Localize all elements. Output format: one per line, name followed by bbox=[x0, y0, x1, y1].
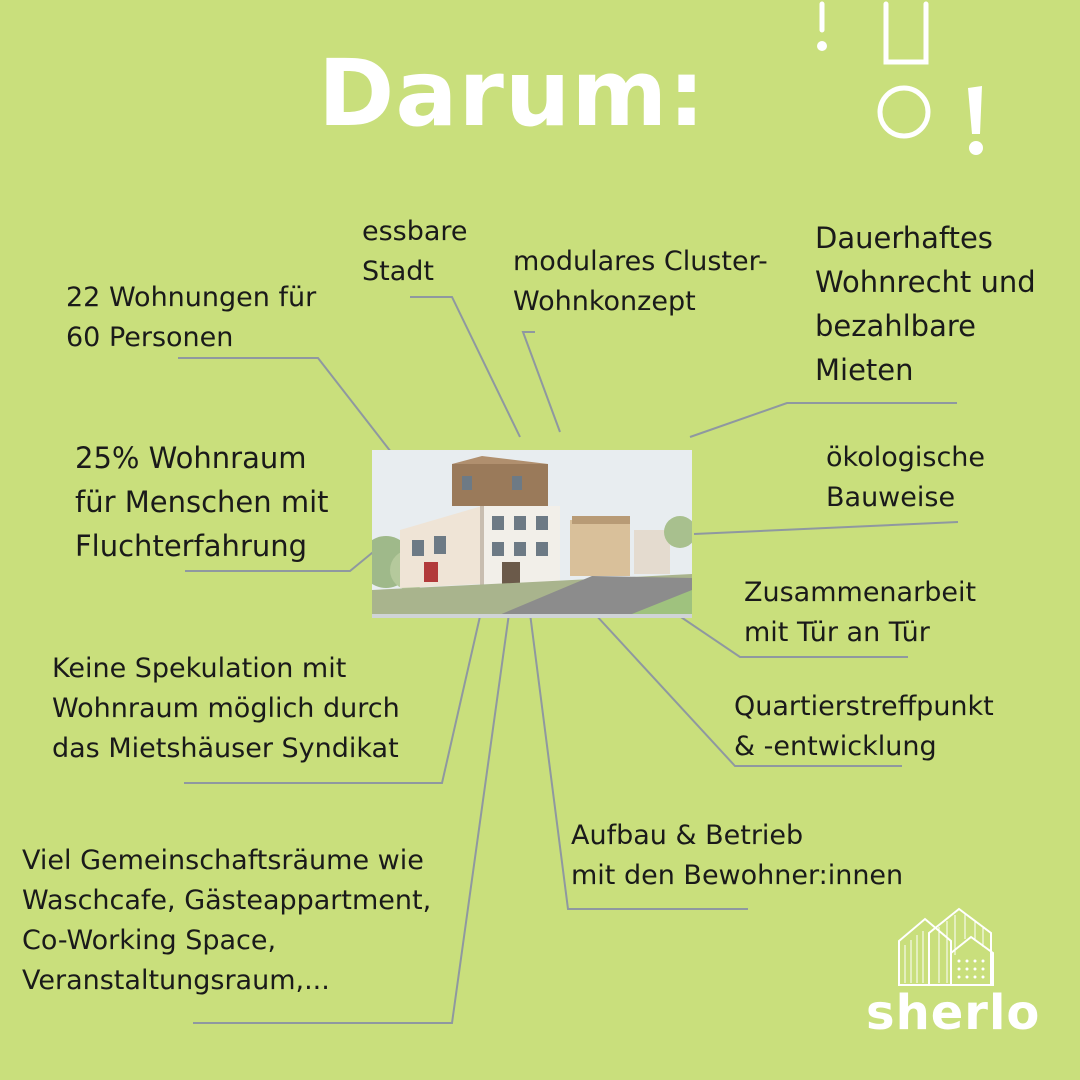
feature-gemeinschaftsraeume: Viel Gemeinschaftsräume wie Waschcafe, Gästeappartment, Co-Working Space, Veranstaltungsraum,... bbox=[22, 845, 432, 996]
brand-logo-text: sherlo bbox=[866, 985, 1041, 1041]
feature-essbare-stadt: essbare Stadt bbox=[362, 216, 468, 287]
feature-aufbau-betrieb: Aufbau & Betrieb mit den Bewohner:innen bbox=[571, 820, 904, 891]
feature-zusammenarbeit: Zusammenarbeit mit Tür an Tür bbox=[744, 577, 977, 648]
feature-oekologische-bauweise: ökologische Bauweise bbox=[826, 442, 986, 513]
feature-wohnungen: 22 Wohnungen für 60 Personen bbox=[66, 282, 317, 353]
feature-cluster-wohnkonzept: modulares Cluster- Wohnkonzept bbox=[513, 246, 768, 317]
building-illustration bbox=[372, 450, 692, 618]
feature-quartierstreffpunkt: Quartierstreffpunkt & -entwicklung bbox=[734, 691, 994, 762]
feature-wohnrecht: Dauerhaftes Wohnrecht und bezahlbare Mieten bbox=[815, 221, 1036, 387]
feature-fluchterfahrung: 25% Wohnraum für Menschen mit Fluchterfahrung bbox=[75, 441, 329, 563]
page-title: Darum: bbox=[318, 40, 706, 147]
feature-keine-spekulation: Keine Spekulation mit Wohnraum möglich durch das Mietshäuser Syndikat bbox=[52, 653, 400, 764]
sherlo-houses-logo-icon bbox=[895, 905, 1005, 987]
